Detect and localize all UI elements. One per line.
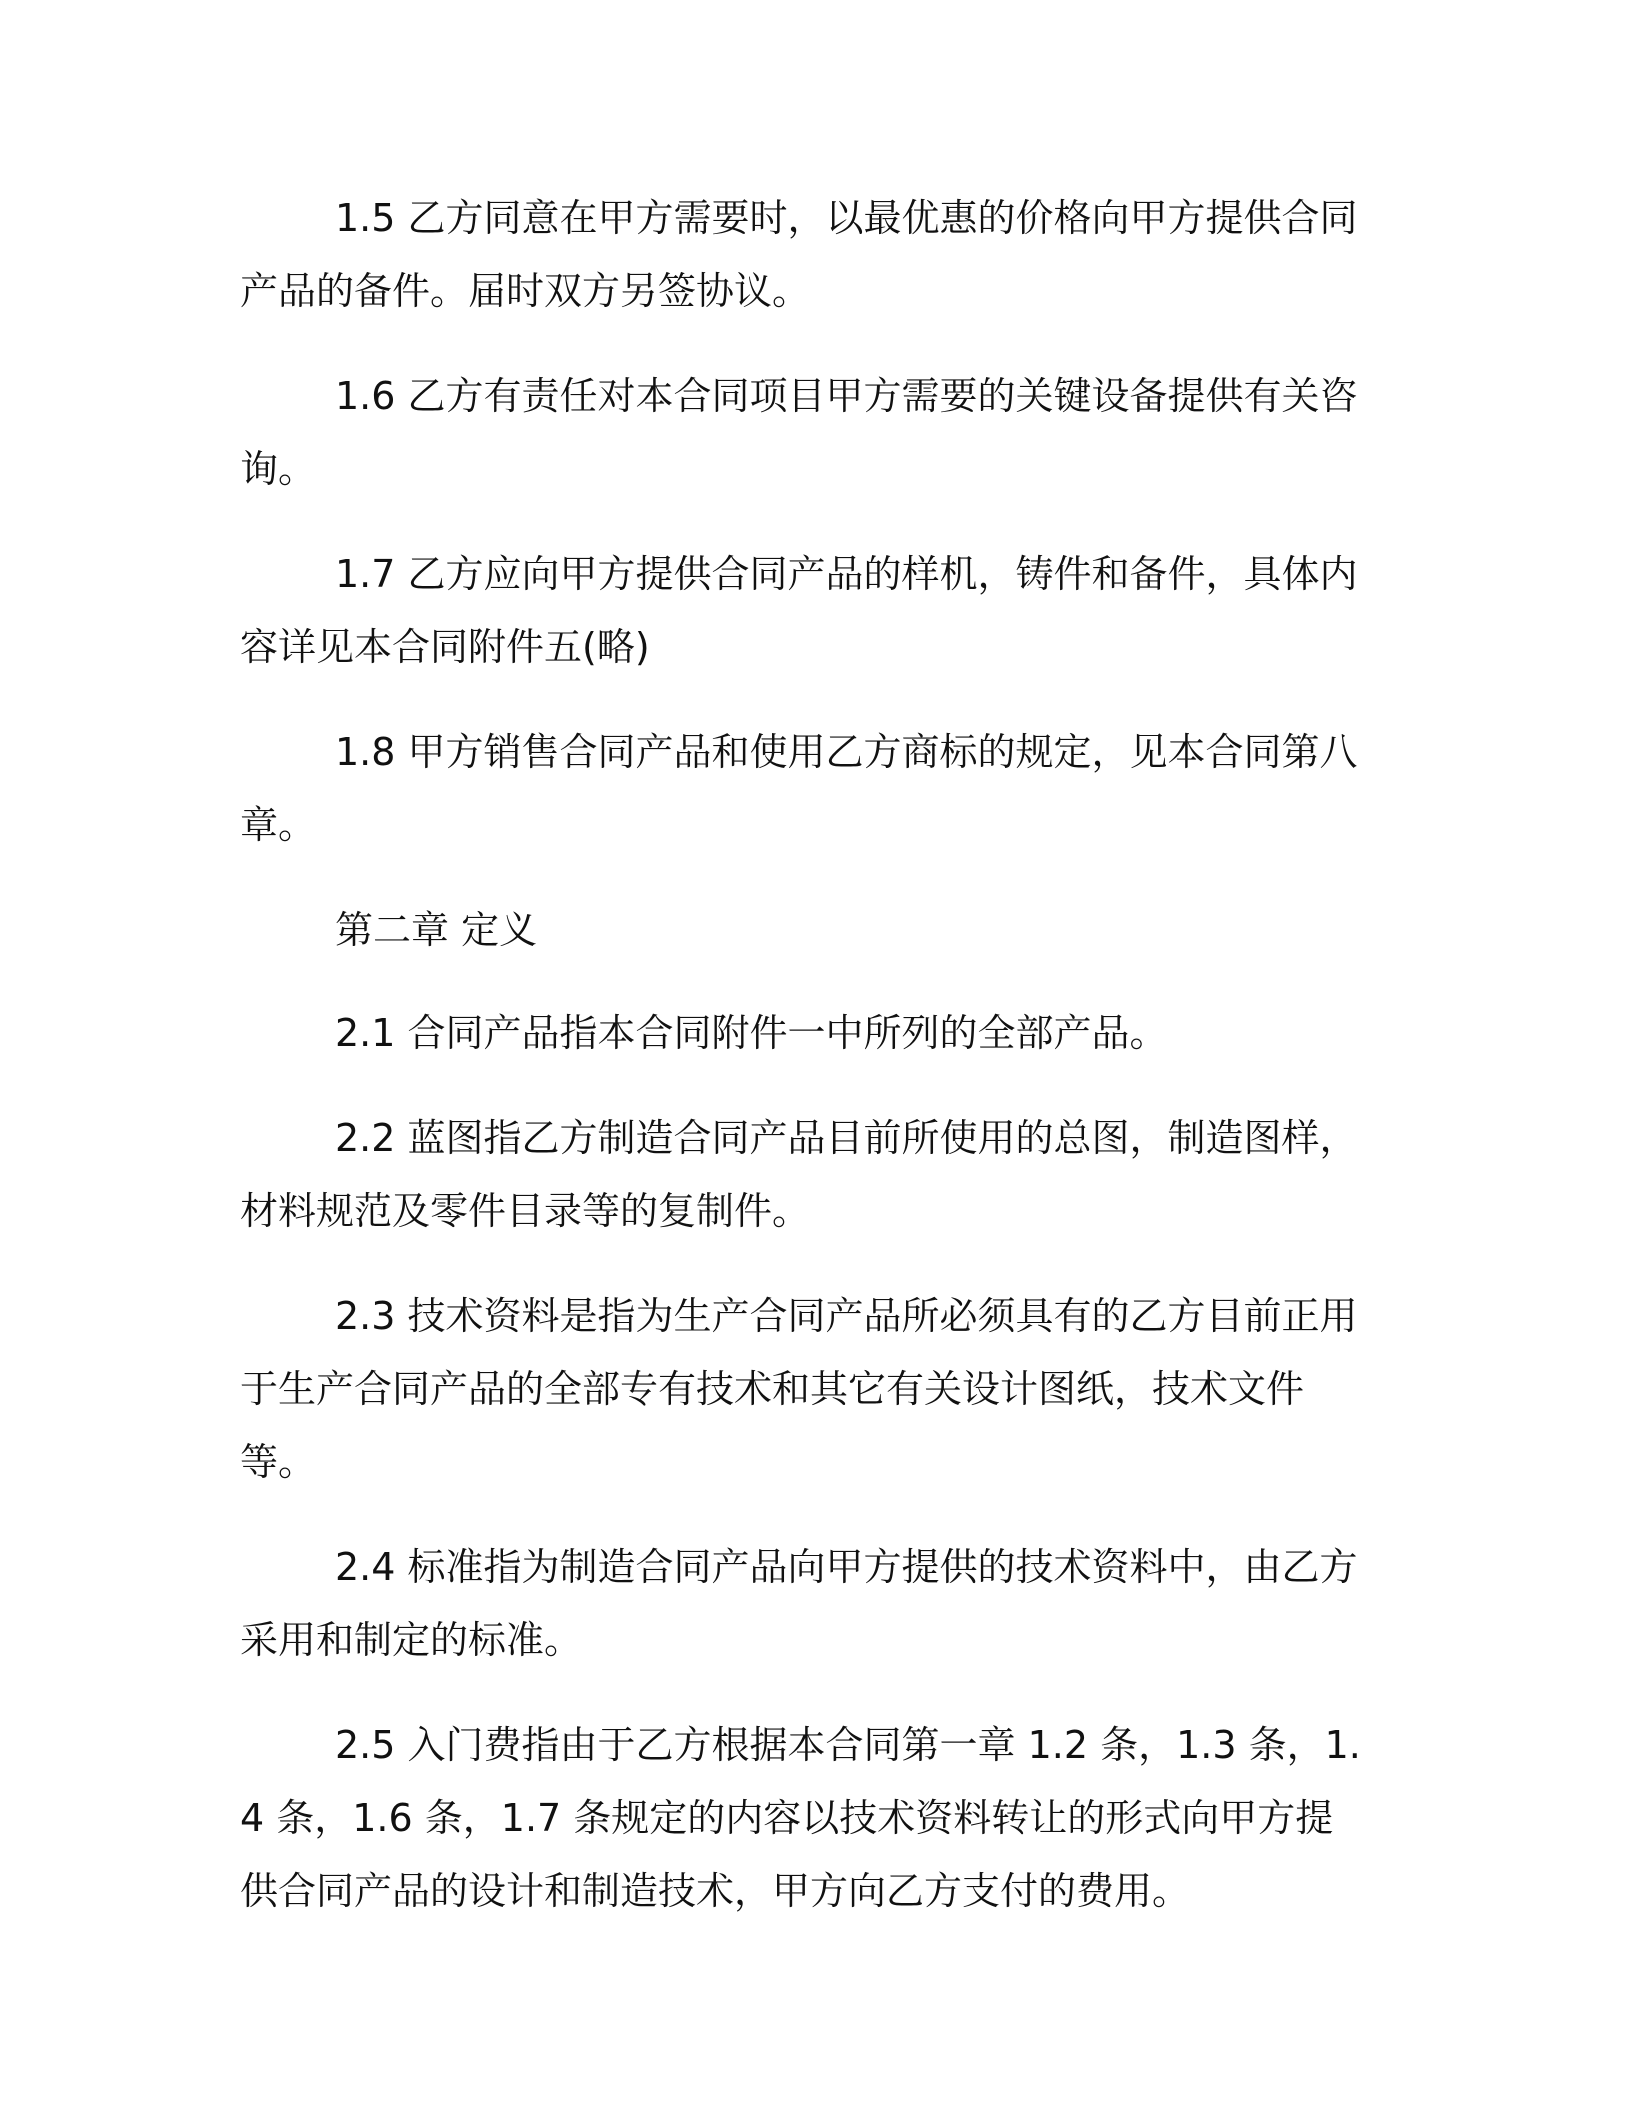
chapter-2-heading: 第二章 定义 — [335, 908, 538, 952]
clause-2-5: 2.5 入门费指由于乙方根据本合同第一章 1.2 条，1.3 条，1.4 条，1.6 条，1.7 条规定的内容以技术资料转让的形式向甲方提供合同产品的设计和制造技术，甲方向乙方支付的费用。 — [240, 1723, 1361, 1913]
clause-1-8: 1.8 甲方销售合同产品和使用乙方商标的规定，见本合同第八章。 — [240, 730, 1358, 847]
clause-2-1: 2.1 合同产品指本合同附件一中所列的全部产品。 — [335, 1011, 1168, 1055]
clause-2-2: 2.2 蓝图指乙方制造合同产品目前所使用的总图，制造图样，材料规范及零件目录等的复制件。 — [240, 1116, 1358, 1233]
document-body — [240, 182, 1370, 1928]
clause-2-4: 2.4 标准指为制造合同产品向甲方提供的技术资料中，由乙方采用和制定的标准。 — [240, 1545, 1358, 1662]
clause-1-5: 1.5 乙方同意在甲方需要时，以最优惠的价格向甲方提供合同产品的备件。届时双方另签协议。 — [240, 196, 1358, 313]
clause-1-7: 1.7 乙方应向甲方提供合同产品的样机，铸件和备件，具体内容详见本合同附件五(略) — [240, 552, 1358, 669]
clause-2-3: 2.3 技术资料是指为生产合同产品所必须具有的乙方目前正用于生产合同产品的全部专有技术和其它有关设计图纸，技术文件等。 — [240, 1294, 1358, 1484]
clause-1-6: 1.6 乙方有责任对本合同项目甲方需要的关键设备提供有关咨询。 — [240, 374, 1358, 491]
